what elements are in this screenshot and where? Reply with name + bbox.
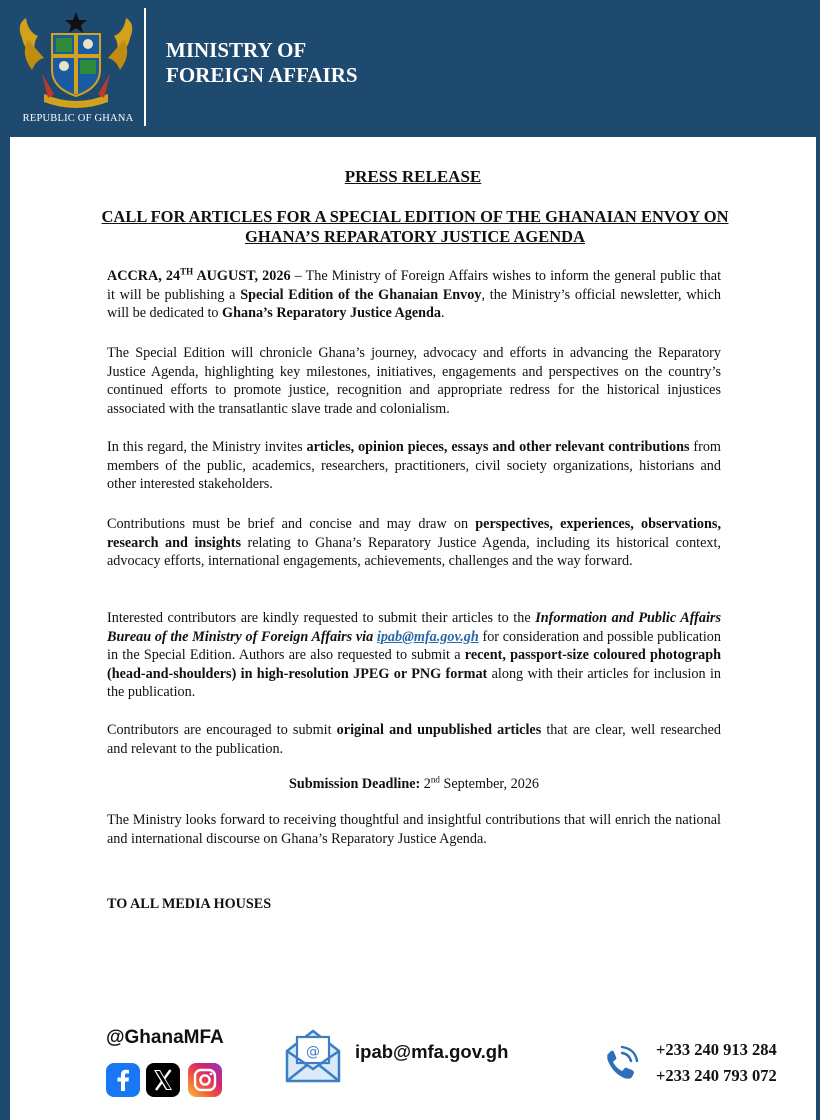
paragraph-text: relating to Ghana’s Reparatory Justice Agenda, including its historical context, advocacy efforts, international engagements, achievements, challenges and the way forward. — [107, 534, 721, 570]
dateline-month-year: AUGUST, 2026 — [193, 268, 291, 284]
paragraph-text: from members of the public, academics, researchers, practitioners, civil society organizations, historians and other interested stakeholders. — [107, 439, 721, 493]
social-handle: @GhanaMFA — [106, 1027, 224, 1048]
paragraph-bold-italic: Information and Public Affairs Bureau of the Ministry of Foreign Affairs via — [107, 610, 721, 645]
paragraph-text: In this regard, the Ministry invites — [107, 439, 307, 455]
paragraph-text: for consideration and possible publication in the Special Edition. Authors are also requested to submit a — [107, 628, 721, 664]
svg-text:@: @ — [306, 1044, 320, 1060]
ministry-name — [166, 38, 358, 88]
header-divider — [144, 8, 146, 126]
phone-number-2[interactable]: +233 240 793 072 — [656, 1066, 777, 1085]
paragraph-text: along with their articles for inclusion in the publication. — [107, 665, 721, 701]
paragraph-2: The Special Edition will chronicle Ghana’s journey, advocacy and efforts in advancing the Reparatory Justice Agenda, highlighting key milestones, initiatives, engagements and perspectives on the country’s continued efforts to promote justice, recognition and appropriate redress for the historical injustices associated with the transatlantic slave trade and colonialism. — [107, 345, 721, 417]
paragraph-text: Contributors are encouraged to submit — [107, 722, 337, 738]
coat-of-arms-icon — [14, 10, 138, 110]
crest-caption: REPUBLIC OF GHANA — [22, 113, 134, 124]
phone-icon — [600, 1043, 642, 1085]
paragraph-bold: perspectives, experiences, observations, research and insights — [107, 516, 721, 551]
paragraph-bold: Ghana’s Reparatory Justice Agenda — [222, 305, 442, 322]
paragraph-7: The Ministry looks forward to receiving thoughtful and insightful contributions that will enrich the national and international discourse on Ghana’s Reparatory Justice Agenda. — [107, 812, 721, 847]
paragraph-bold: articles, opinion pieces, essays and other relevant contributions — [306, 439, 690, 455]
x-icon[interactable] — [146, 1063, 180, 1097]
document-title: CALL FOR ARTICLES FOR A SPECIAL EDITION OF THE GHANAIAN ENVOY ON GHANA’S REPARATORY JUSTICE AGENDA — [101, 207, 729, 246]
paragraph-4 — [107, 515, 721, 571]
instagram-icon[interactable] — [188, 1063, 222, 1097]
ministry-line-1: MINISTRY OF — [166, 38, 307, 62]
paragraph-text: , the Ministry’s official newsletter, which will be dedicated to — [107, 286, 721, 322]
ministry-line-2: FOREIGN AFFAIRS — [166, 63, 358, 87]
facebook-icon[interactable] — [106, 1063, 140, 1097]
phone-number-1[interactable]: +233 240 913 284 — [656, 1040, 777, 1059]
closing-line: TO ALL MEDIA HOUSES — [107, 896, 272, 912]
right-margin-bar — [816, 137, 820, 1120]
paragraph-bold: recent, passport-size coloured photograph (head-and-shoulders) in high-resolution JPEG or PNG format — [107, 647, 721, 682]
paragraph-text: that are clear, well researched and relevant to the publication. — [107, 722, 722, 757]
dateline-sup: TH — [180, 266, 194, 277]
footer-email[interactable]: ipab@mfa.gov.gh — [355, 1041, 509, 1062]
deadline-sup: nd — [430, 774, 440, 785]
letterhead-banner — [0, 0, 820, 137]
paragraph-1 — [107, 267, 721, 323]
dateline — [107, 268, 291, 284]
deadline-label: Submission Deadline: — [288, 776, 421, 792]
email-icon — [283, 1025, 343, 1085]
paragraph-bold: original and unpublished articles — [336, 722, 542, 738]
paragraph-text: – The Ministry of Foreign Affairs wishes to inform the general public that it will be publishing a — [107, 268, 722, 303]
deadline-month-year: September, 2026 — [439, 776, 540, 792]
paragraph-5 — [107, 609, 721, 702]
paragraph-6 — [107, 721, 721, 758]
deadline-day: 2 — [420, 776, 431, 792]
press-release-label: PRESS RELEASE — [344, 167, 482, 186]
email-link[interactable]: ipab@mfa.gov.gh — [376, 628, 479, 645]
paragraph-text: . — [441, 305, 445, 322]
paragraph-text: Contributions must be brief and concise and may draw on — [107, 516, 476, 532]
submission-deadline — [107, 776, 721, 793]
paragraph-text: Interested contributors are kindly requested to submit their articles to the — [107, 610, 536, 626]
left-margin-bar — [0, 137, 10, 1120]
paragraph-bold: Special Edition of the Ghanaian Envoy — [240, 286, 482, 303]
paragraph-3 — [107, 438, 721, 494]
dateline-day: ACCRA, 24 — [107, 268, 181, 284]
